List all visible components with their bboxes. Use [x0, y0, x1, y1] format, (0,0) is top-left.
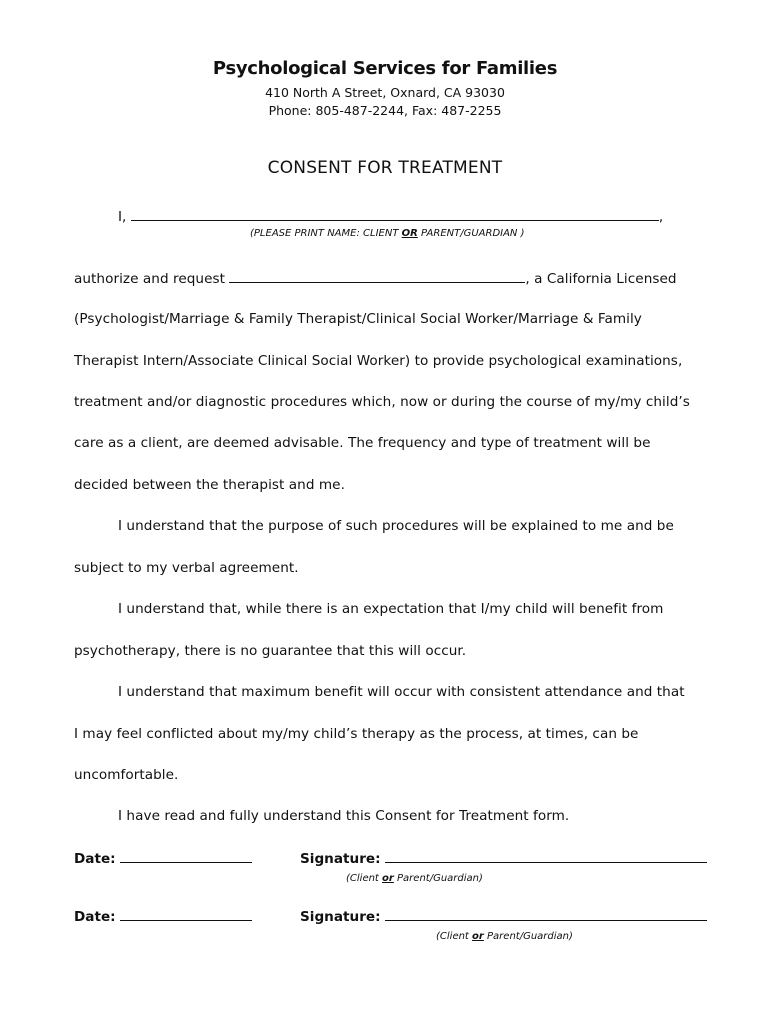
- signature-label: Signature:: [300, 909, 381, 925]
- date-row-1: [74, 850, 252, 867]
- date-row-2: [74, 908, 252, 925]
- therapist-name-field[interactable]: [229, 270, 525, 283]
- paragraph-line: psychotherapy, there is no guarantee that this will occur.: [74, 643, 467, 659]
- paragraph-line: (Psychologist/Marriage & Family Therapist/Clinical Social Worker/Marriage & Family: [74, 311, 642, 327]
- signature-label: Signature:: [300, 851, 381, 867]
- paragraph-line: I understand that maximum benefit will occur with consistent attendance and that: [118, 684, 685, 700]
- name-prefix: I,: [118, 209, 127, 225]
- signature-caption-or: or: [382, 873, 394, 884]
- paragraph-line: I understand that, while there is an expectation that I/my child will benefit from: [118, 601, 664, 617]
- signature-caption: (Client or Parent/Guardian): [346, 873, 483, 884]
- name-line: [118, 208, 663, 225]
- signature-field[interactable]: [385, 908, 707, 921]
- name-caption-or: OR: [401, 228, 418, 239]
- client-name-field[interactable]: [131, 208, 659, 221]
- paragraph-line: I understand that the purpose of such procedures will be explained to me and be: [118, 518, 674, 534]
- name-caption: (PLEASE PRINT NAME: CLIENT OR PARENT/GUARDIAN ): [250, 228, 525, 239]
- paragraph-line: decided between the therapist and me.: [74, 477, 345, 493]
- paragraph-line: treatment and/or diagnostic procedures which, now or during the course of my/my child’s: [74, 394, 690, 410]
- paragraph-line: Therapist Intern/Associate Clinical Social Worker) to provide psychological examinations,: [74, 353, 683, 369]
- signature-row-2: [300, 908, 707, 925]
- signature-caption: (Client or Parent/Guardian): [436, 931, 573, 942]
- signature-caption-or: or: [472, 931, 484, 942]
- name-suffix: ,: [658, 209, 664, 225]
- document-title: CONSENT FOR TREATMENT: [267, 158, 503, 178]
- paragraph-line: subject to my verbal agreement.: [74, 560, 299, 576]
- signature-field[interactable]: [385, 850, 707, 863]
- organization-phone: Phone: 805-487-2244, Fax: 487-2255: [268, 103, 502, 118]
- date-label: Date:: [74, 851, 116, 867]
- date-label: Date:: [74, 909, 116, 925]
- paragraph-line: I may feel conflicted about my/my child’s therapy as the process, at times, can be: [74, 726, 639, 742]
- authorize-line: authorize and request , a California Licensed: [74, 271, 677, 287]
- organization-address: 410 North A Street, Oxnard, CA 93030: [265, 85, 505, 100]
- date-field[interactable]: [120, 850, 252, 863]
- paragraph-line: uncomfortable.: [74, 767, 179, 783]
- date-field[interactable]: [120, 908, 252, 921]
- paragraph-line: I have read and fully understand this Consent for Treatment form.: [118, 808, 570, 824]
- signature-row-1: [300, 850, 707, 867]
- paragraph-line: care as a client, are deemed advisable. The frequency and type of treatment will be: [74, 435, 651, 451]
- organization-name: Psychological Services for Families: [212, 58, 558, 79]
